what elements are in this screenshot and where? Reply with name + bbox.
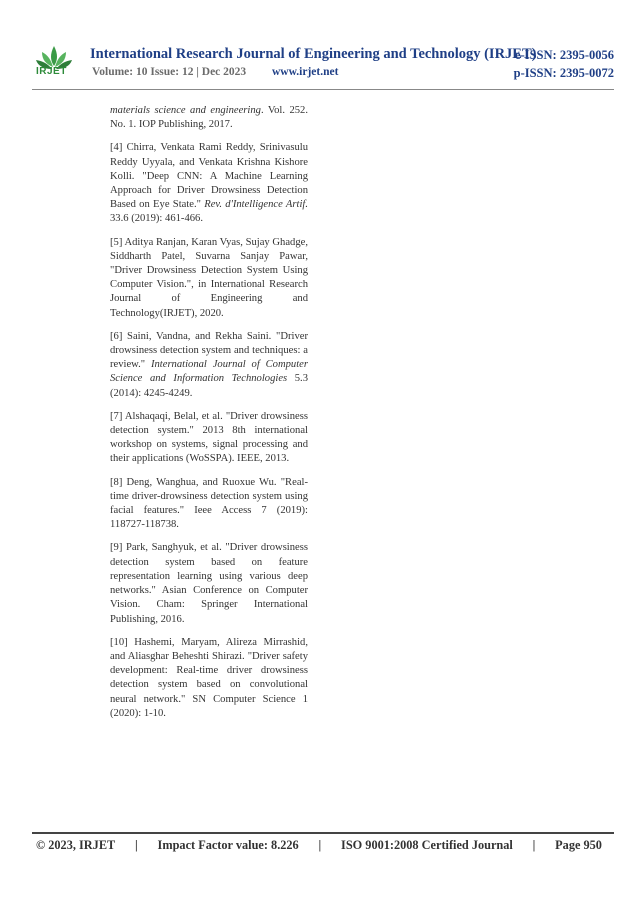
footer-separator: | — [135, 838, 138, 852]
eissn: e-ISSN: 2395-0056 — [515, 48, 614, 62]
footer-page-number: Page 950 — [555, 838, 602, 852]
footer-iso: ISO 9001:2008 Certified Journal — [341, 838, 513, 852]
reference-item: [7] Alshaqaqi, Belal, et al. "Driver drowsiness detection system." 2013 8th international workshop on systems, signal processing and their applications (WoSSPA). IEEE, 2013. — [110, 410, 308, 465]
reference-item: [9] Park, Sanghyuk, et al. "Driver drowsiness detection system based on feature representation learning using various deep networks." Asian Conference on Computer Vision. Cham: Springer International Publishing, 2016. — [110, 542, 308, 625]
footer-rule — [32, 832, 614, 834]
footer-separator: | — [318, 838, 322, 852]
page-header — [0, 0, 638, 100]
footer-impact-factor: Impact Factor value: 8.226 — [157, 838, 299, 852]
reference-item: [4] Chirra, Venkata Rami Reddy, Srinivasulu Reddy Uyyala, and Venkata Krishna Kishore Kolli. "Deep CNN: A Machine Learning Approach for Driver Drowsiness Detection Based on Eye State." Rev. d'Intelligence Artif. 33.6 (2019): 461-466. — [110, 142, 308, 225]
reference-item: [6] Saini, Vandna, and Rekha Saini. "Driver drowsiness detection system and techniques: a review." International Journal of Computer Science and Information Technologies 5.3 (2014): 4245-4249. — [110, 330, 308, 399]
volume-issue: Volume: 10 Issue: 12 | Dec 2023 — [92, 66, 247, 78]
reference-item: [8] Deng, Wanghua, and Ruoxue Wu. "Real-time driver-drowsiness detection system using facial features." Ieee Access 7 (2019): 118727-118738. — [110, 476, 308, 531]
references-column — [110, 104, 308, 730]
footer-copyright: © 2023, IRJET — [36, 838, 116, 852]
logo-text: IRJET — [36, 66, 67, 77]
journal-website-link[interactable]: www.irjet.net — [272, 66, 339, 78]
reference-item: materials science and engineering. Vol. 252. No. 1. IOP Publishing, 2017. — [110, 105, 308, 131]
header-rule — [32, 89, 614, 90]
journal-title: International Research Journal of Engineering and Technology (IRJET) — [90, 46, 537, 62]
reference-item: [5] Aditya Ranjan, Karan Vyas, Sujay Ghadge, Siddharth Patel, Suvarna Sanjay Pawar, "Driver Drowsiness Detection System Using Computer Vision.", in International Research Journal of Engineering and Technology(IRJET), 2020. — [110, 236, 308, 319]
reference-item: [10] Hashemi, Maryam, Alireza Mirrashid, and Aliasghar Beheshti Shirazi. "Driver safety development: Real-time driver drowsiness detection system based on convolutional neural network." SN Computer Science 1 (2020): 1-10. — [110, 636, 308, 719]
pissn: p-ISSN: 2395-0072 — [513, 66, 614, 80]
footer-separator: | — [532, 838, 536, 852]
page-footer — [36, 838, 602, 853]
